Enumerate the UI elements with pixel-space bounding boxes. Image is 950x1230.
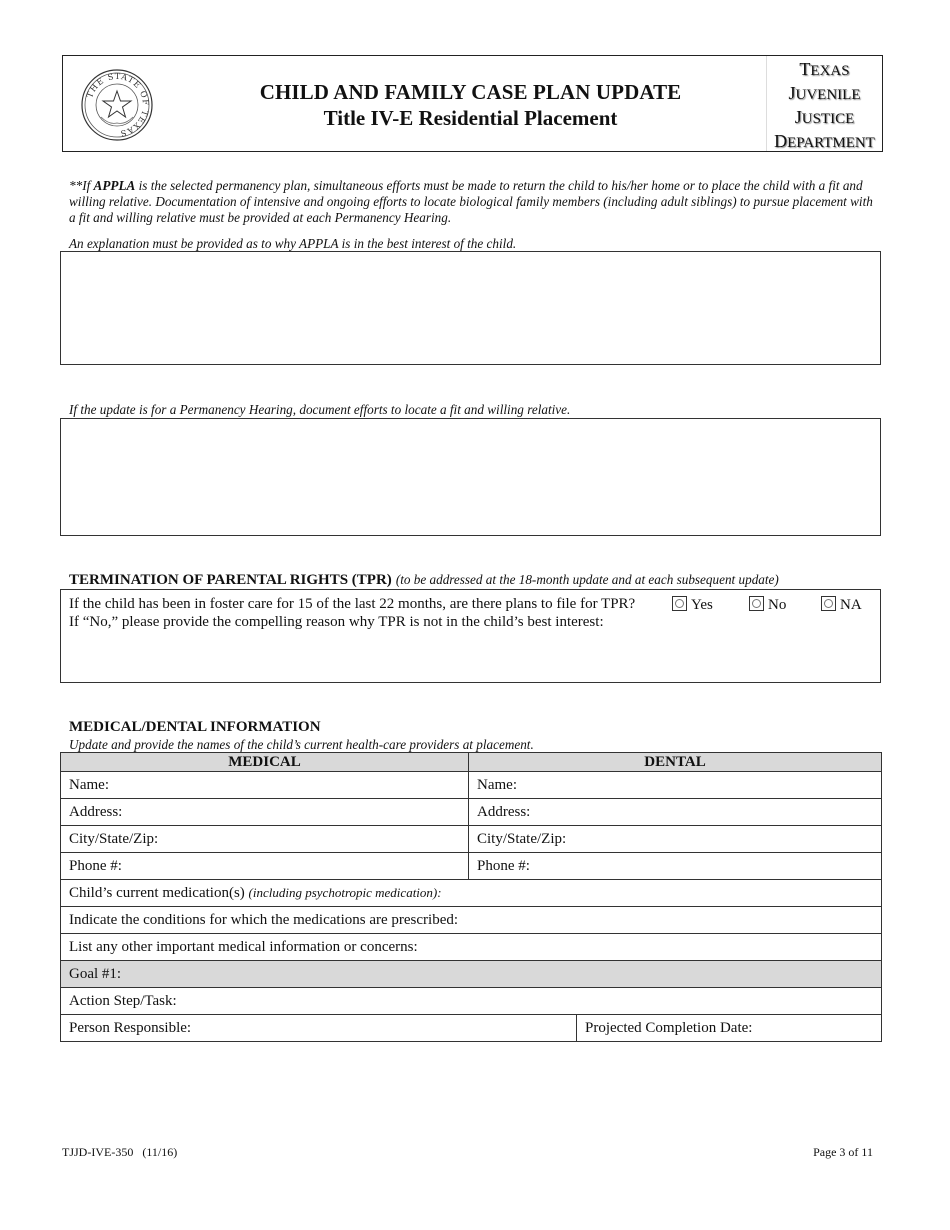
tpr-box	[60, 589, 881, 683]
medical-city-state-zip-field[interactable]: City/State/Zip:	[61, 826, 469, 853]
dental-phone-field[interactable]: Phone #:	[469, 853, 882, 880]
tpr-title-note: (to be addressed at the 18-month update and at each subsequent update)	[395, 572, 779, 587]
dental-city-state-zip-field[interactable]: City/State/Zip:	[469, 826, 882, 853]
table-row	[61, 772, 882, 799]
table-row	[61, 988, 882, 1015]
medical-name-field[interactable]: Name:	[61, 772, 469, 799]
medical-dental-table	[60, 752, 882, 1042]
medical-phone-field[interactable]: Phone #:	[61, 853, 469, 880]
conditions-field[interactable]: Indicate the conditions for which the medications are prescribed:	[61, 907, 882, 934]
medication-label: Child’s current medication(s)	[69, 884, 245, 901]
table-row	[61, 853, 882, 880]
appla-explanation-label: An explanation must be provided as to why APPLA is in the best interest of the child.	[69, 236, 517, 251]
seal-text: THE STATE OF TEXAS	[84, 70, 152, 139]
medication-field[interactable]	[61, 880, 882, 907]
table-row	[61, 826, 882, 853]
form-header	[62, 55, 883, 152]
table-row	[61, 880, 882, 907]
medical-column-header: MEDICAL	[61, 753, 469, 772]
tpr-option-no[interactable]: No	[749, 596, 786, 614]
table-row	[61, 799, 882, 826]
agency-line-3: JUSTICE	[794, 107, 855, 127]
agency-name	[766, 56, 882, 151]
tpr-question: If the child has been in foster care for 15 of the last 22 months, are there plans to file for TPR?	[69, 596, 636, 612]
dental-name-field[interactable]: Name:	[469, 772, 882, 799]
dental-column-header: DENTAL	[469, 753, 882, 772]
agency-line-1: TEXAS	[799, 59, 850, 79]
tpr-title: TERMINATION OF PARENTAL RIGHTS (TPR)	[69, 572, 392, 588]
tpr-heading	[69, 571, 779, 589]
radio-no-icon[interactable]	[749, 596, 764, 611]
form-title: CHILD AND FAMILY CASE PLAN UPDATE	[259, 80, 682, 104]
agency-line-2: JUVENILE	[788, 83, 861, 103]
medication-note: (including psychotropic medication):	[248, 884, 442, 900]
tpr-option-yes[interactable]: Yes	[672, 596, 713, 614]
table-row	[61, 934, 882, 961]
table-row	[61, 961, 882, 988]
medical-subtitle: Update and provide the names of the child’s current health-care providers at placement.	[69, 737, 534, 752]
appla-explanation-field[interactable]	[60, 251, 881, 365]
medical-title: MEDICAL/DENTAL INFORMATION	[69, 719, 321, 735]
dental-address-field[interactable]: Address:	[469, 799, 882, 826]
form-id: TJJD-IVE-350 (11/16)	[62, 1145, 178, 1159]
radio-na-icon[interactable]	[821, 596, 836, 611]
form-subtitle: Title IV-E Residential Placement	[323, 106, 618, 130]
relative-efforts-field[interactable]	[60, 418, 881, 536]
table-row	[61, 907, 882, 934]
medical-address-field[interactable]: Address:	[61, 799, 469, 826]
appla-note: **If APPLA is the selected permanency plan, simultaneous efforts must be made to return the child to his/her home or to place the child with a fit and willing relative. Documentation of intensive and ongoing efforts to locate biological family members (including adult siblings) to pursue placement with a fit and willing relative must be provided at each Permanency Hearing.	[69, 178, 873, 225]
table-row	[61, 1015, 882, 1042]
action-step-field[interactable]: Action Step/Task:	[61, 988, 882, 1015]
radio-yes-icon[interactable]	[672, 596, 687, 611]
projected-completion-date-field[interactable]: Projected Completion Date:	[577, 1015, 882, 1042]
tpr-followup-label: If “No,” please provide the compelling reason why TPR is not in the child’s best interest:	[69, 614, 604, 630]
person-responsible-field[interactable]: Person Responsible:	[61, 1015, 577, 1042]
page-number: Page 3 of 11	[813, 1145, 873, 1159]
agency-line-4: DEPARTMENT	[774, 131, 875, 151]
tpr-option-na[interactable]: NA	[821, 596, 862, 614]
relative-efforts-label: If the update is for a Permanency Hearing, document efforts to locate a fit and willing relative.	[69, 402, 571, 417]
other-medical-info-field[interactable]: List any other important medical information or concerns:	[61, 934, 882, 961]
goal-field[interactable]: Goal #1:	[61, 961, 882, 988]
